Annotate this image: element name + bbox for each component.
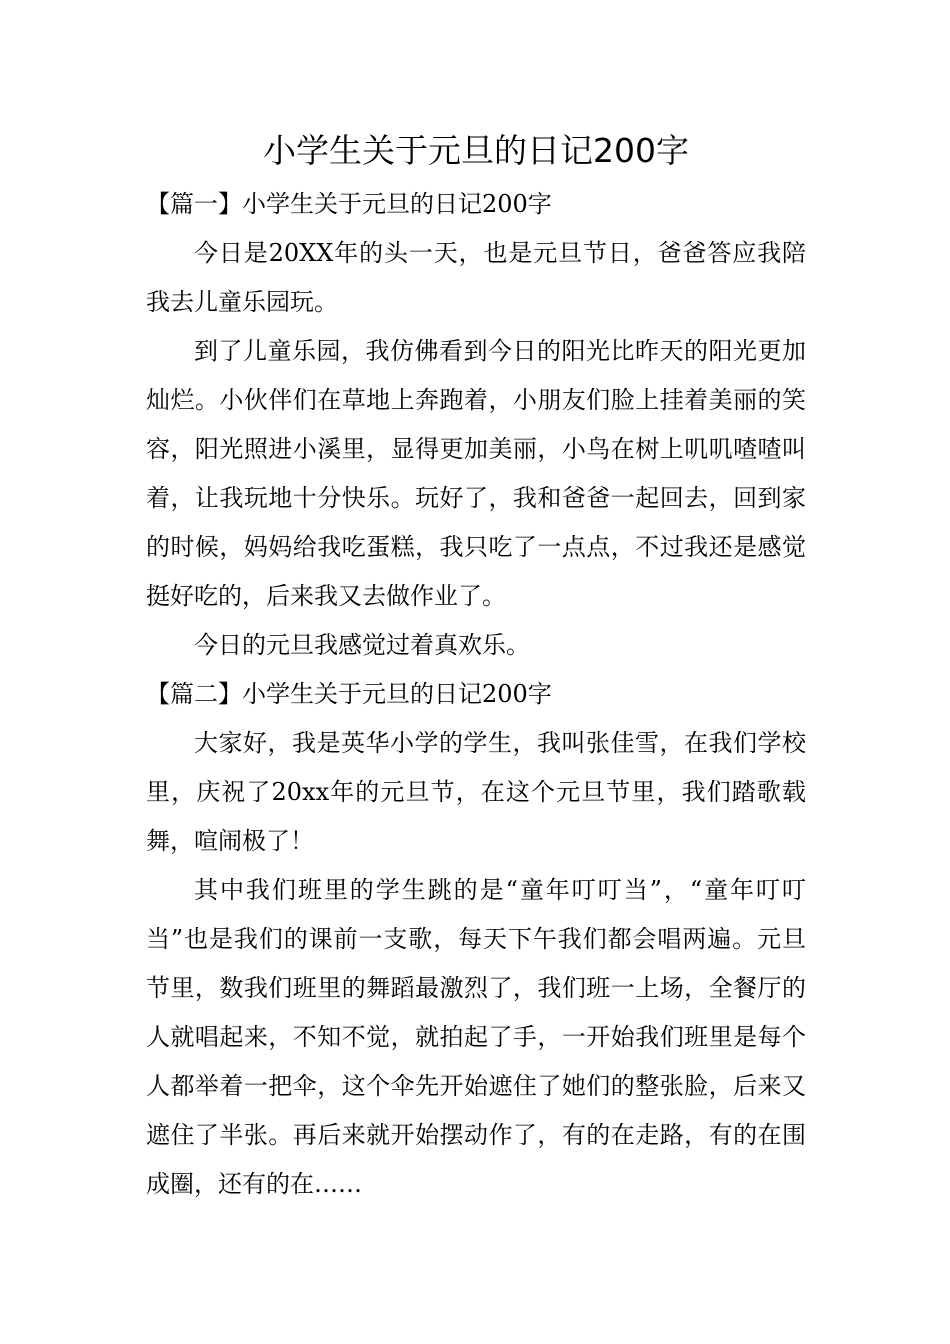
section-2-paragraph-1: 大家好，我是英华小学的学生，我叫张佳雪，在我们学校里，庆祝了20xx年的元旦节，在这个元旦节里，我们踏歌载舞，喧闹极了！ xyxy=(146,729,806,855)
section-2 xyxy=(146,670,806,1209)
section-1-paragraph-1: 今日是20XX年的头一天，也是元旦节日，爸爸答应我陪我去儿童乐园玩。 xyxy=(146,239,806,316)
section-1 xyxy=(146,180,806,670)
section-1-paragraph-2: 到了儿童乐园，我仿佛看到今日的阳光比昨天的阳光更加灿烂。小伙伴们在草地上奔跑着，小朋友们脸上挂着美丽的笑容，阳光照进小溪里，显得更加美丽，小鸟在树上叽叽喳喳叫着，让我玩地十分快乐。玩好了，我和爸爸一起回去，回到家的时候，妈妈给我吃蛋糕，我只吃了一点点，不过我还是感觉挺好吃的，后来我又去做作业了。 xyxy=(146,337,806,610)
section-1-heading: 【篇一】小学生关于元旦的日记200字 xyxy=(146,190,552,218)
document-title: 小学生关于元旦的日记200字 xyxy=(263,131,689,170)
document-page xyxy=(146,122,806,1209)
section-1-paragraph-3: 今日的元旦我感觉过着真欢乐。 xyxy=(194,631,530,659)
section-2-heading: 【篇二】小学生关于元旦的日记200字 xyxy=(146,680,552,708)
section-2-paragraph-2: 其中我们班里的学生跳的是“童年叮叮当”，“童年叮叮当”也是我们的课前一支歌，每天下午我们都会唱两遍。元旦节里，数我们班里的舞蹈最激烈了，我们班一上场，全餐厅的人就唱起来，不知不觉，就拍起了手，一开始我们班里是每个人都举着一把伞，这个伞先开始遮住了她们的整张脸，后来又遮住了半张。再后来就开始摆动作了，有的在走路，有的在围成圈，还有的在…… xyxy=(146,876,806,1198)
